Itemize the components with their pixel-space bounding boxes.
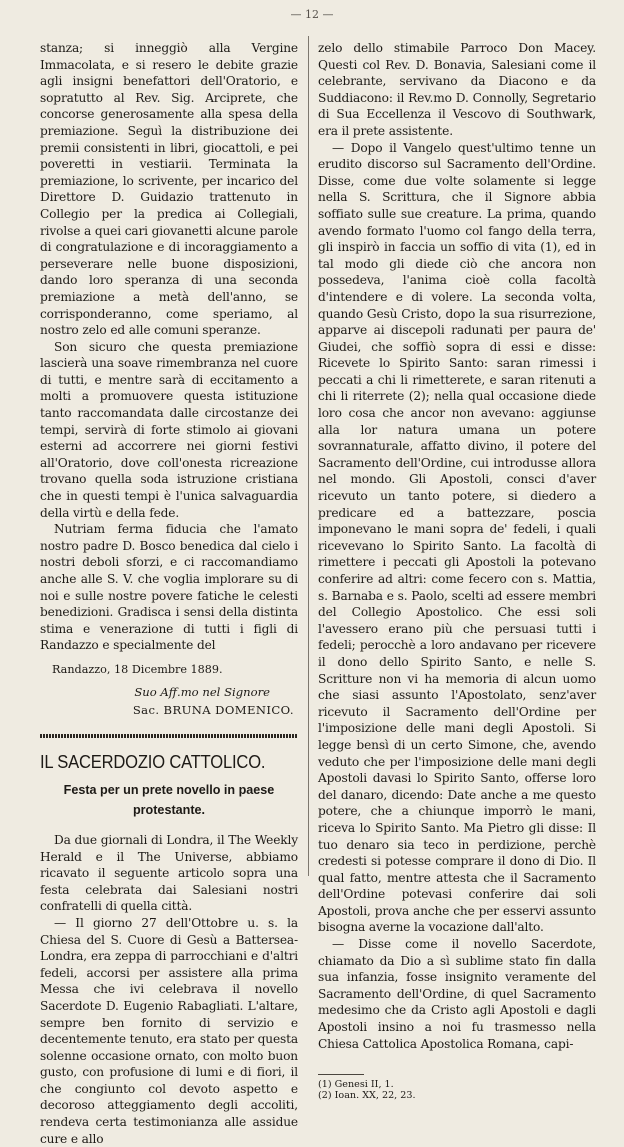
paragraph: Son sicuro che questa premiazione lascierà una soave rimembranza nel cuore di tutti, e mentre sarà di eccitamento a molti a promuovere questa istituzione tanto raccomandata dalle circostanze dei tempi, servirà di forte stimolo ai giovani esterni ad accorrere nei giorni festivi all'Oratorio, dove coll'onesta ricreazione trovano quella soda istruzione cristiana che in questi tempi è l'unica salvaguardia della virtù e della fede. [40, 339, 298, 520]
article-subtitle [40, 780, 298, 820]
column-divider [308, 36, 309, 876]
section-title: IL SACERDOZIO CATTOLICO. [40, 751, 266, 772]
footnote-rule [318, 1074, 364, 1075]
paragraph: Nutriam ferma fiducia che l'amato nostro padre D. Bosco benedica dal cielo i nostri deboli sforzi, e ci raccomandiamo anche alle S. V. che voglia implorare su di noi e sulle nostre povere fatiche le celesti benedizioni. Gradisca i sensi della distinta stima e venerazione di tutti i figli di Randazzo e specialmente del [40, 522, 298, 653]
decorative-rule [40, 734, 298, 738]
place-date: Randazzo, 18 Dicembre 1889. [52, 662, 223, 676]
closing-salutation: Suo Aff.mo nel Signore [134, 684, 270, 699]
paragraph: — Dopo il Vangelo quest'ultimo tenne un erudito discorso sul Sacramento dell'Ordine. Disse, come due volte solamente si legge nella S. Scrittura, che il Signore abbia soffiato sulle sue creature. La prima, quando avendo formato l'uomo col fango della terra, gli inspirò in faccia un soffio di vita (1), ed in tal modo gli diede ciò che ancora non possedeva, l'anima cioè colla facoltà d'intendere e di volere. La seconda volta, quando Gesù Cristo, dopo la sua risurrezione, apparve ai discepoli radunati per paura de' Giudei, che soffiò sopra di essi e disse: Ricevete lo Spirito Santo: saran rimessi i peccati a chi li rimetterete, e saran ritenuti a chi li riterrete (2); nella qual occasione diede loro cosa che ancor non avevano: aggiunse alla lor natura umana un potere sovrannaturale, affatto divino, il potere del Sacramento dell'Ordine, cui introdusse allora nel mondo. Gli Apostoli, consci d'aver ricevuto un tanto potere, si diedero a predicare ed a battezzare, poscia imponevano le mani sopra de' fedeli, i quali ricevevano lo Spirito Santo. La facoltà di rimettere i peccati gli Apostoli la potevano conferire ad altri: come fecero con s. Mattia, s. Barnaba e s. Paolo, scelti ad essere membri del Collegio Apostolico. Che essi soli l'avessero erano più che persuasi tutti i fedeli; perocchè a loro andavano per ricevere il dono dello Spirito Santo, e nelle S. Scritture non vi ha memoria di alcun uomo che siasi assunto l'Apostolato, senz'aver ricevuto il Sacramento dell'Ordine per l'imposizione delle mani degli Apostoli. Si legge bensì di un certo Simone, che, avendo veduto che per l'imposizione delle mani degli Apostoli davasi lo Spirito Santo, offerse loro del danaro, dicendo: Date anche a me questo potere, che a chiunque imporrò le mani, riceva lo Spirito Santo. Ma Pietro gli disse: Il tuo denaro sia teco in perdizione, perchè credesti si potesse comprare il dono di Dio. Il qual fatto, mentre attesta che il Sacramento dell'Ordine potevasi conferire dai soli Apostoli, prova anche che per esservi assunto bisogna averne la vocazione dall'alto. [318, 140, 596, 935]
page-number: — 12 — [290, 8, 334, 21]
footnote: (1) Genesi II, 1. [318, 1079, 394, 1091]
paragraph: — Disse come il novello Sacerdote, chiamato da Dio a sì sublime stato fin dalla sua infanzia, fosse insignito veramente del Sacramento dell'Ordine, di quel Sacramento medesimo che da Cristo agli Apostoli e dagli Apostoli insino a noi fu trasmesso nella Chiesa Cattolica Apostolica Romana, capi- [318, 937, 596, 1051]
paragraph: Da due giornali di Londra, il The Weekly Herald e il The Universe, abbiamo ricavato il seguente articolo sopra una festa celebrata dai Salesiani nostri confratelli di quella città. [40, 832, 298, 914]
paragraph: zelo dello stimabile Parroco Don Macey. Questi col Rev. D. Bonavia, Salesiani come il celebrante, servivano da Diacono e da Suddiacono: il Rev.mo D. Connolly, Segretario di Sua Eccellenza il Vescovo di Southwark, era il prete assistente. [318, 41, 596, 138]
footnotes [318, 1079, 596, 1101]
footnote: (2) Ioan. XX, 22, 23. [318, 1090, 416, 1102]
paragraph: stanza; si inneggiò alla Vergine Immacolata, e si resero le debite grazie agli insigni benefattori dell'Oratorio, e sopratutto al Rev. Sig. Arciprete, che concorse generosamente alla spesa della premiazione. Seguì la distribuzione dei premii consistenti in libri, giocattoli, e pei poveretti in vestiarii. Terminata la premiazione, lo scrivente, per incarico del Direttore D. Guidazio trattenuto in Collegio per la predica ai Collegiali, rivolse a quei cari giovanetti alcune parole di congratulazione e di incoraggiamento a perseverare nelle buone disposizioni, dando loro speranza di una seconda premiazione a metà dell'anno, se corrisponderanno, come speriamo, al nostro zelo ed alle comuni speranze. [40, 41, 298, 338]
subtitle-line: protestante. [132, 802, 206, 817]
right-column [318, 40, 596, 1101]
left-column [40, 40, 298, 1147]
subtitle-line: Festa per un prete novello in paese [63, 782, 275, 797]
paragraph: — Il giorno 27 dell'Ottobre u. s. la Chiesa del S. Cuore di Gesù a Battersea-Londra, era zeppa di parrocchiani e d'altri fedeli, accorsi per assistere alla prima Messa che ivi celebrava il novello Sacerdote D. Eugenio Rabagliati. L'altare, sempre ben fornito di servizio e decentemente tenuto, era stato per questa solenne occasione ornato, con molto buon gusto, con profusione di lumi e di fiori, il che congiunto col devoto aspetto e decoroso atteggiamento degli accoliti, rendeva certa testimonianza alle assidue cure e allo [40, 915, 298, 1146]
signature: Sac. BRUNA DOMENICO. [132, 702, 294, 717]
